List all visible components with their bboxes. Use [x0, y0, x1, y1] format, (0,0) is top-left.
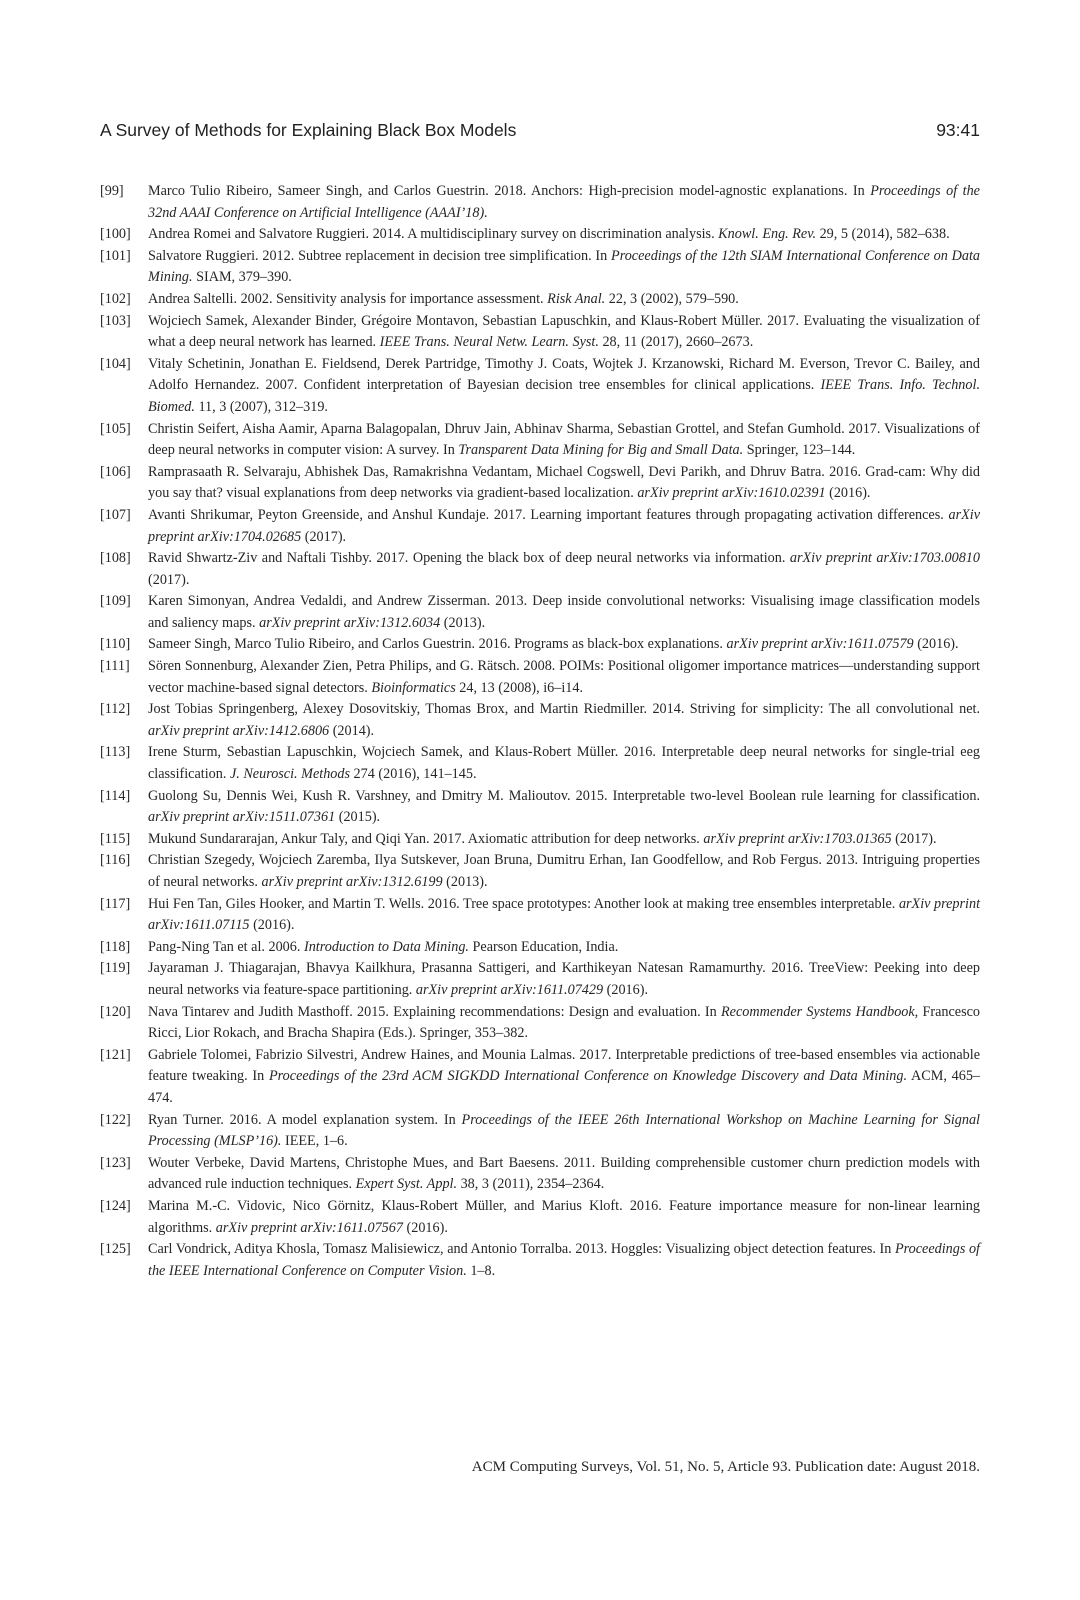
reference-segment: Gabriele Tolomei, Fabrizio Silvestri, Andrew Haines, and Mounia Lalmas. 2017. Interpretable predictions of tree-based ensembles via actionable feature tweaking. In — [148, 1046, 980, 1085]
reference-number: [106] — [100, 463, 131, 480]
reference-venue: arXiv preprint arXiv:1703.01365 — [703, 830, 892, 847]
reference-entry — [100, 958, 980, 1001]
reference-text — [148, 786, 980, 829]
reference-text — [148, 894, 980, 937]
reference-segment: (2016). — [825, 485, 871, 502]
reference-segment: 38, 3 (2011), 2354–2364. — [457, 1176, 605, 1193]
reference-segment: (2013). — [440, 614, 486, 631]
reference-entry — [100, 699, 980, 742]
reference-text — [148, 462, 980, 505]
reference-number: [110] — [100, 636, 131, 653]
reference-segment: 11, 3 (2007), 312–319. — [194, 398, 328, 415]
reference-entry — [100, 419, 980, 462]
reference-segment: Sören Sonnenburg, Alexander Zien, Petra Philips, and G. Rätsch. 2008. POIMs: Positional oligomer importance matrices—understanding support vector machine-based signal detectors. — [148, 658, 980, 696]
reference-text — [148, 742, 980, 785]
reference-entry — [100, 1239, 980, 1282]
reference-number: [117] — [100, 895, 131, 912]
paper-title: A Survey of Methods for Explaining Black Box Models — [100, 120, 517, 140]
reference-number: [113] — [100, 744, 131, 761]
reference-venue: Risk Anal. — [547, 290, 606, 307]
reference-number: [104] — [100, 355, 131, 372]
reference-segment: 29, 5 (2014), 582–638. — [816, 226, 950, 243]
reference-number: [125] — [100, 1241, 131, 1258]
reference-text — [148, 1196, 980, 1239]
reference-segment: (2015). — [335, 809, 381, 826]
reference-number: [114] — [100, 787, 131, 804]
reference-segment: SIAM, 379–390. — [192, 269, 292, 286]
reference-text — [148, 1153, 980, 1196]
reference-venue: Introduction to Data Mining. — [303, 938, 469, 955]
reference-segment: Salvatore Ruggieri. 2012. Subtree replacement in decision tree simplification. In — [148, 247, 612, 264]
reference-segment: 24, 13 (2008), i6–i14. — [455, 679, 584, 696]
reference-text — [148, 548, 980, 591]
reference-entry — [100, 656, 980, 699]
reference-entry — [100, 462, 980, 505]
reference-segment: Nava Tintarev and Judith Masthoff. 2015. Explaining recommendations: Design and evaluation. In — [148, 1003, 721, 1020]
reference-text — [148, 224, 980, 246]
reference-venue: arXiv preprint arXiv:1312.6034 — [259, 614, 441, 631]
reference-number: [108] — [100, 550, 131, 567]
reference-entry — [100, 246, 980, 289]
reference-segment: Jayaraman J. Thiagarajan, Bhavya Kailkhura, Prasanna Sattigeri, and Karthikeyan Natesan Ramamurthy. 2016. TreeView: Peeking into deep neural networks via feature-space partitioning. — [148, 960, 980, 998]
journal-footer: ACM Computing Surveys, Vol. 51, No. 5, Article 93. Publication date: August 2018. — [471, 1459, 980, 1475]
reference-segment: IEEE, 1–6. — [281, 1133, 348, 1150]
reference-venue: Knowl. Eng. Rev. — [718, 226, 817, 243]
reference-entry — [100, 1002, 980, 1045]
reference-segment: Francesco Ricci, Lior Rokach, and Bracha Shapira (Eds.). Springer, 353–382. — [148, 1003, 981, 1042]
reference-text — [148, 354, 980, 419]
reference-segment: (2016). — [603, 981, 648, 998]
reference-segment: Vitaly Schetinin, Jonathan E. Fieldsend, Derek Partridge, Timothy J. Coats, Wojtek J. Krzanowski, Richard M. Everson, Trevor C. Bailey, and Adolfo Hernandez. 2007. Confident interpretation of Bayesian decision tree ensembles for clinical applications. — [148, 355, 980, 394]
reference-number: [105] — [100, 420, 131, 437]
reference-text — [148, 181, 980, 224]
reference-segment: Springer, 123–144. — [743, 442, 856, 459]
reference-text — [148, 1110, 980, 1153]
reference-segment: (2017). — [891, 830, 937, 847]
reference-text — [148, 246, 980, 289]
reference-venue: Transparent Data Mining for Big and Small Data. — [458, 442, 744, 459]
reference-entry — [100, 829, 980, 851]
reference-venue: Proceedings of the IEEE 26th International Workshop on Machine Learning for Signal Processing (MLSP’16). — [148, 1111, 980, 1150]
reference-venue: arXiv preprint arXiv:1610.02391 — [637, 485, 826, 502]
reference-text — [148, 937, 980, 959]
reference-text — [148, 1002, 980, 1045]
reference-venue: Expert Syst. Appl. — [355, 1176, 458, 1193]
reference-segment: Avanti Shrikumar, Peyton Greenside, and Anshul Kundaje. 2017. Learning important features through propagating activation differences. — [148, 506, 949, 523]
reference-segment: (2016). — [402, 1219, 448, 1236]
reference-entry — [100, 181, 980, 224]
page-number: 93:41 — [936, 120, 980, 140]
reference-segment: (2017). — [301, 528, 347, 545]
reference-entry — [100, 591, 980, 634]
reference-number: [124] — [100, 1197, 131, 1214]
reference-segment: (2016). — [249, 917, 295, 934]
reference-segment: Christian Szegedy, Wojciech Zaremba, Ilya Sutskever, Joan Bruna, Dumitru Erhan, Ian Goodfellow, and Rob Fergus. 2013. Intriguing properties of neural networks. — [148, 852, 980, 890]
reference-text — [148, 656, 980, 699]
reference-venue: arXiv preprint arXiv:1704.02685 — [148, 506, 980, 545]
reference-segment: Guolong Su, Dennis Wei, Kush R. Varshney, and Dmitry M. Malioutov. 2015. Interpretable two-level Boolean rule learning for classification. — [148, 787, 980, 804]
reference-entry — [100, 1110, 980, 1153]
reference-segment: Andrea Romei and Salvatore Ruggieri. 2014. A multidisciplinary survey on discrimination analysis. — [148, 226, 719, 243]
reference-segment: Marina M.-C. Vidovic, Nico Görnitz, Klaus-Robert Müller, and Marius Kloft. 2016. Feature importance measure for non-linear learning algorithms. — [148, 1197, 980, 1236]
reference-venue: Recommender Systems Handbook, — [720, 1003, 919, 1020]
reference-number: [118] — [100, 938, 131, 955]
reference-entry — [100, 1153, 980, 1196]
reference-segment: Marco Tulio Ribeiro, Sameer Singh, and Carlos Guestrin. 2018. Anchors: High-precision model-agnostic explanations. In — [148, 183, 871, 199]
reference-text — [148, 958, 980, 1001]
reference-entry — [100, 742, 980, 785]
reference-venue: arXiv preprint arXiv:1611.07115 — [148, 895, 981, 934]
reference-segment: Wojciech Samek, Alexander Binder, Grégoire Montavon, Sebastian Lapuschkin, and Klaus-Robert Müller. 2017. Evaluating the visualization of what a deep neural network has learned. — [148, 312, 980, 351]
reference-segment: Karen Simonyan, Andrea Vedaldi, and Andrew Zisserman. 2013. Deep inside convolutional networks: Visualising image classification models and saliency maps. — [148, 593, 980, 631]
reference-entry — [100, 354, 980, 419]
reference-segment: (2017). — [148, 571, 190, 588]
reference-number: [123] — [100, 1154, 131, 1171]
reference-text — [148, 699, 980, 742]
reference-segment: Mukund Sundararajan, Ankur Taly, and Qiqi Yan. 2017. Axiomatic attribution for deep networks. — [148, 830, 704, 847]
reference-venue: J. Neurosci. Methods — [229, 766, 350, 783]
reference-segment: (2013). — [442, 874, 488, 890]
running-header — [100, 120, 980, 144]
reference-text — [148, 419, 980, 462]
reference-number: [101] — [100, 247, 131, 264]
reference-venue: Proceedings of the IEEE International Conference on Computer Vision. — [148, 1241, 980, 1279]
reference-venue: arXiv preprint arXiv:1611.07567 — [215, 1219, 403, 1236]
reference-number: [115] — [100, 830, 131, 847]
reference-number: [112] — [100, 701, 131, 718]
reference-number: [121] — [100, 1046, 131, 1063]
reference-entry — [100, 311, 980, 354]
reference-venue: arXiv preprint arXiv:1312.6199 — [261, 874, 443, 890]
reference-number: [122] — [100, 1111, 131, 1128]
reference-venue: Proceedings of the 12th SIAM International Conference on Data Mining. — [148, 247, 980, 286]
reference-segment: Jost Tobias Springenberg, Alexey Dosovitskiy, Thomas Brox, and Martin Riedmiller. 2014. Striving for simplicity: The all convolutional net. — [148, 701, 980, 718]
reference-segment: Carl Vondrick, Aditya Khosla, Tomasz Malisiewicz, and Antonio Torralba. 2013. Hoggles: Visualizing object detection features. In — [148, 1241, 895, 1258]
reference-number: [109] — [100, 593, 131, 610]
reference-number: [107] — [100, 506, 131, 523]
reference-segment: 1–8. — [466, 1262, 496, 1279]
reference-venue: Proceedings of the 32nd AAAI Conference on Artificial Intelligence (AAAI’18). — [148, 183, 980, 221]
reference-entry — [100, 505, 980, 548]
reference-entry — [100, 850, 980, 893]
reference-segment: Pearson Education, India. — [468, 938, 619, 955]
reference-number: [111] — [100, 658, 130, 675]
reference-text — [148, 634, 980, 656]
reference-segment: 22, 3 (2002), 579–590. — [605, 290, 739, 307]
reference-text — [148, 1045, 980, 1110]
reference-entry — [100, 1045, 980, 1110]
reference-text — [148, 850, 980, 893]
reference-venue: arXiv preprint arXiv:1412.6806 — [148, 722, 330, 739]
reference-segment: Hui Fen Tan, Giles Hooker, and Martin T. Wells. 2016. Tree space prototypes: Another look at making tree ensembles interpretable. — [148, 895, 899, 912]
reference-text — [148, 289, 980, 311]
reference-venue: arXiv preprint arXiv:1611.07429 — [415, 981, 604, 998]
reference-venue: Proceedings of the 23rd ACM SIGKDD International Conference on Knowledge Discovery and Data Mining. — [269, 1068, 908, 1085]
reference-number: [103] — [100, 312, 131, 329]
reference-venue: arXiv preprint arXiv:1511.07361 — [148, 809, 336, 826]
reference-text — [148, 591, 980, 634]
reference-venue: IEEE Trans. Info. Technol. Biomed. — [148, 377, 980, 415]
reference-segment: 274 (2016), 141–145. — [350, 766, 477, 783]
reference-number: [100] — [100, 226, 131, 243]
reference-venue: Bioinformatics — [371, 679, 456, 696]
reference-segment: Pang-Ning Tan et al. 2006. — [148, 938, 304, 955]
reference-entry — [100, 1196, 980, 1239]
reference-segment: Christin Seifert, Aisha Aamir, Aparna Balagopalan, Dhruv Jain, Abhinav Sharma, Sebastian Grottel, and Stefan Gumhold. 2017. Visualizations of deep neural networks in computer vision: A survey. In — [148, 420, 980, 459]
reference-segment: Ravid Shwartz-Ziv and Naftali Tishby. 2017. Opening the black box of deep neural networks via information. — [148, 550, 790, 567]
reference-entry — [100, 937, 980, 959]
reference-segment: Irene Sturm, Sebastian Lapuschkin, Wojciech Samek, and Klaus-Robert Müller. 2016. Interpretable deep neural networks for single-trial eeg classification. — [148, 744, 980, 783]
reference-segment: Ramprasaath R. Selvaraju, Abhishek Das, Ramakrishna Vedantam, Michael Cogswell, Devi Parikh, and Dhruv Batra. 2016. Grad-cam: Why did you say that? visual explanations from deep networks via gradient-based localization. — [148, 463, 980, 502]
reference-text — [148, 1239, 980, 1282]
reference-list — [100, 181, 980, 1282]
reference-venue: IEEE Trans. Neural Netw. Learn. Syst. — [379, 334, 599, 351]
reference-segment: 28, 11 (2017), 2660–2673. — [598, 334, 754, 351]
reference-entry — [100, 224, 980, 246]
reference-number: [102] — [100, 290, 131, 307]
reference-venue: arXiv preprint arXiv:1611.07579 — [726, 636, 914, 653]
reference-text — [148, 829, 980, 851]
reference-segment: Andrea Saltelli. 2002. Sensitivity analysis for importance assessment. — [148, 290, 548, 307]
reference-segment: Ryan Turner. 2016. A model explanation system. In — [148, 1111, 462, 1128]
reference-segment: (2014). — [329, 722, 375, 739]
reference-entry — [100, 894, 980, 937]
reference-text — [148, 505, 980, 548]
reference-number: [119] — [100, 960, 131, 977]
reference-number: [120] — [100, 1003, 131, 1020]
reference-entry — [100, 786, 980, 829]
reference-venue: arXiv preprint arXiv:1703.00810 — [789, 550, 980, 567]
reference-entry — [100, 634, 980, 656]
reference-segment: Sameer Singh, Marco Tulio Ribeiro, and Carlos Guestrin. 2016. Programs as black-box explanations. — [148, 636, 727, 653]
reference-segment: Wouter Verbeke, David Martens, Christophe Mues, and Bart Baesens. 2011. Building comprehensible customer churn prediction models with advanced rule induction techniques. — [148, 1154, 980, 1193]
reference-text — [148, 311, 980, 354]
reference-entry — [100, 289, 980, 311]
reference-number: [99] — [100, 183, 124, 199]
reference-segment: (2016). — [913, 636, 959, 653]
reference-segment: ACM, 465–474. — [148, 1068, 981, 1106]
reference-number: [116] — [100, 852, 131, 869]
reference-entry — [100, 548, 980, 591]
